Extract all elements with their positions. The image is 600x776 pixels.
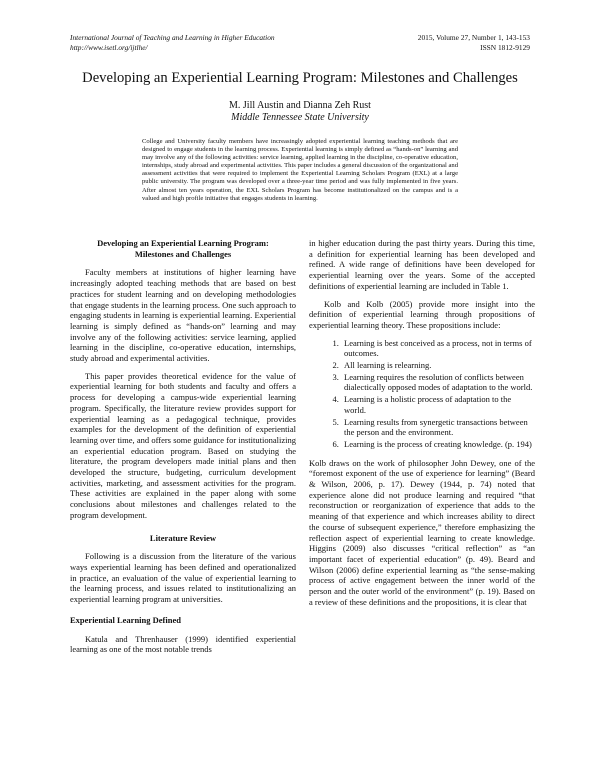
paragraph: This paper provides theoretical evidence for the value of experiential learning for both students and faculty and offers a process for developing a campus-wide experiential learning program. Specifically, the literature review provides support for experiential learning as a pedagogical technique, provides examples for the development of the definition of experiential learning over time, and offers some guidance for institutionalizing an experiential education program. Based on studying the literature, the program developers made initial plans and then developed the structure, budgeting, curriculum development activities, marketing, and assessment activities for the program. These activities are explained in the paper along with some conclusions about milestones and challenges related to the program development. [70, 370, 296, 520]
subsection-heading-experiential-defined: Experiential Learning Defined [70, 614, 181, 625]
volume-info: 2015, Volume 27, Number 1, 143-153 [417, 33, 530, 42]
list-item: 3. Learning requires the resolution of conflicts between dialectically opposed modes of adaptation to the world. [341, 372, 535, 393]
paragraph: Faculty members at institutions of higher learning have increasingly adopted teaching methods that are based on best practices for student learning and on developing methodologies that engage students in the learning process. One such approach to engaging students in learning is experiential learning. Experiential learning is simply defined as “hands-on” learning and may involve any of the following activities: service learning, applied learning in the discipline, co-operative education, internships, study abroad and experimental activities. [70, 267, 296, 364]
paragraph: Kolb and Kolb (2005) provide more insight into the definition of experiential learning through propositions of experiential learning theory. These propositions include: [309, 298, 535, 330]
paragraph: Katula and Threnhauser (1999) identified experiential learning as one of the most notable trends [70, 633, 296, 655]
abstract: College and University faculty members have increasingly adopted experiential learning teaching methods that are designed to engage students in the learning process. Experiential learning is simply defined as “hands-on” learning and may involve any of the following activities: service learning, applied learning in the discipline, co-operative education, internships, study abroad and experimental activities. This paper includes a general discussion of the organizational and assessment activities that were required to implement the Experiential Learning Scholars Program (EXL) at a large public university. The program was developed over a three-year time period and was fully implemented in five years. After almost ten years operation, the EXL Scholars Program has become institutionalized on the campus and is a valued and high profile initiative that engages students in learning. [142, 138, 458, 202]
author-names: M. Jill Austin and Dianna Zeh Rust [229, 100, 371, 111]
paragraph: Kolb draws on the work of philosopher John Dewey, one of the “foremost exponent of the use of experience for learning” (Beard & Wilson, 2006, p. 17). Dewey (1944, p. 74) noted that experience alone did not produce learning and required “that reconstruction or reorganization of experience that adds to the meaning of that experience and which increases ability to direct the course of subsequent experience,” therefore emphasizing the reflection aspect of experiential learning to create knowledge. Higgins (2009) also discusses “critical reflection” as “an important facet of experiential education” (p. 49). Beard and Wilson (2006) define experiential learning as “the sense-making process of active engagement between the inner world of the person and the outer world of the environment” (p. 19). Based on a review of these definitions and the propositions, it is clear that [309, 457, 535, 607]
issn: ISSN 1812-9129 [480, 43, 530, 52]
journal-name: International Journal of Teaching and Learning in Higher Education [70, 33, 275, 42]
right-column [309, 238, 535, 615]
paragraph: Following is a discussion from the literature of the various ways experiential learning has been defined and operationalized in practice, an evaluation of the value of experiential learning to the learning process, and issues related to institutionalizing an experiential learning program at universities. [70, 551, 296, 605]
journal-url[interactable]: http://www.isetl.org/ijtlhe/ [70, 43, 148, 52]
list-item: 6. Learning is the process of creating knowledge. (p. 194) [341, 439, 535, 450]
section-heading-line: Developing an Experiential Learning Program: [97, 238, 269, 248]
section-heading-intro [70, 238, 296, 259]
left-column [70, 238, 296, 662]
paragraph: in higher education during the past thirty years. During this time, a definition for experiential learning has been developed and refined. A wide range of definitions have been developed for experiential learning over the years. Some of the accepted definitions of experiential learning are included in Table 1. [309, 238, 535, 291]
list-item: 2. All learning is relearning. [341, 360, 535, 371]
list-item: 1. Learning is best conceived as a process, not in terms of outcomes. [341, 338, 535, 359]
section-heading-line: Milestones and Challenges [134, 248, 232, 259]
list-item: 4. Learning is a holistic process of adaptation to the world. [341, 394, 535, 415]
running-header-right [418, 33, 530, 53]
propositions-list [309, 338, 535, 450]
running-header-left [70, 33, 275, 53]
paper-title: Developing an Experiential Learning Program: Milestones and Challenges [82, 70, 518, 86]
section-heading-literature-review: Literature Review [149, 532, 217, 543]
list-item: 5. Learning results from synergetic transactions between the person and the environment. [341, 417, 535, 438]
author-institution: Middle Tennessee State University [231, 112, 369, 123]
author-block [0, 100, 600, 124]
